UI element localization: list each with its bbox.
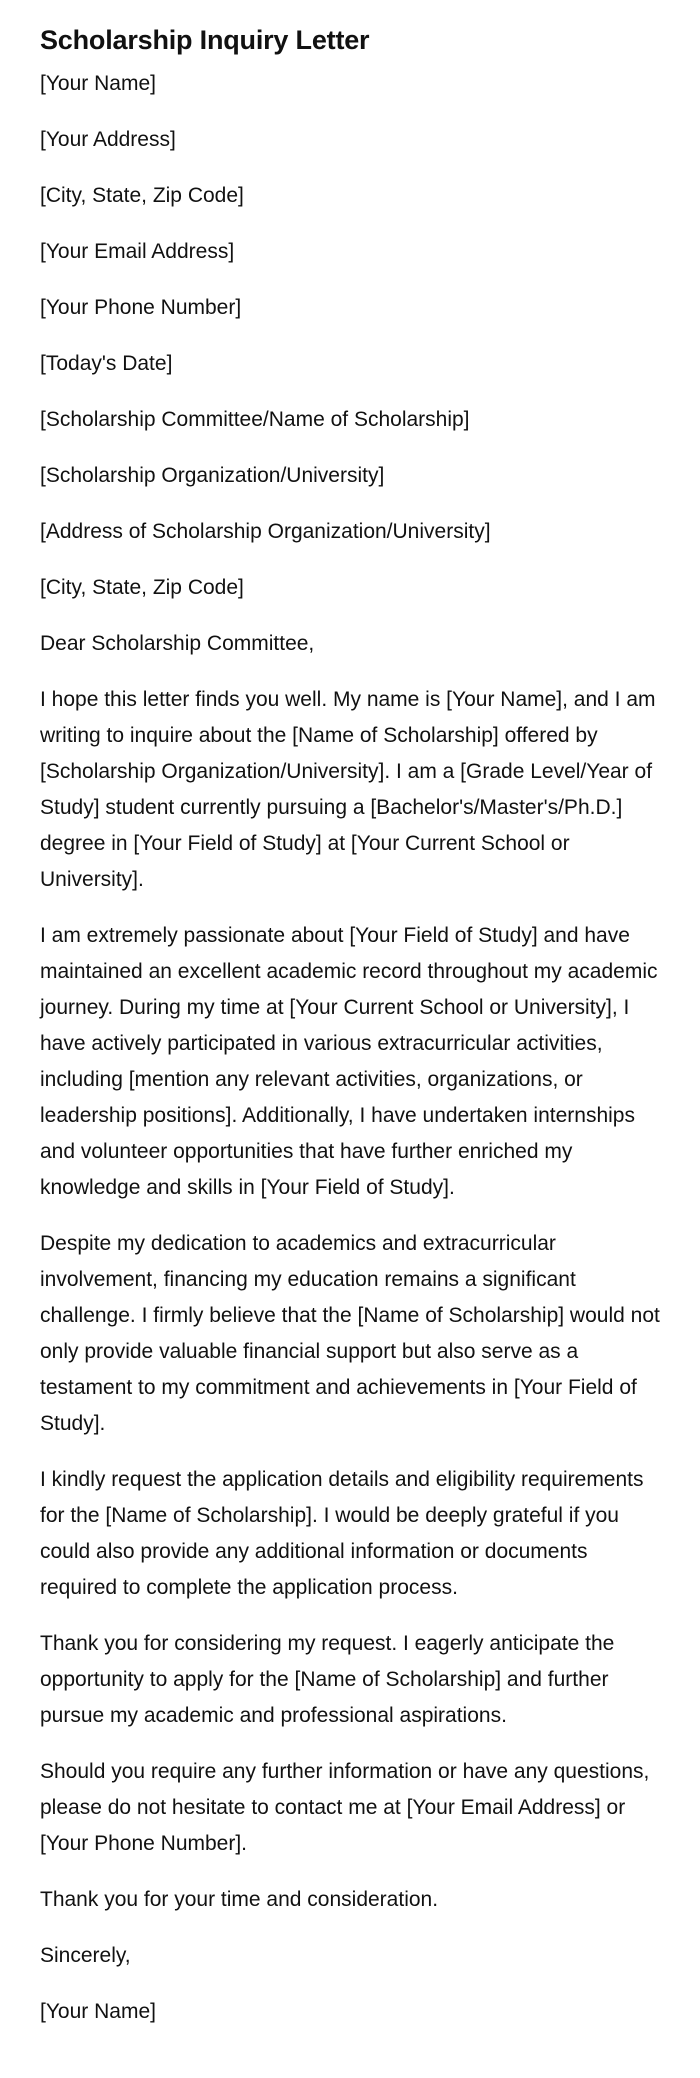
- sender-email: [Your Email Address]: [40, 240, 235, 263]
- sender-address: [Your Address]: [40, 128, 176, 151]
- closing: Sincerely,: [40, 1944, 131, 1967]
- recipient-address: [Address of Scholarship Organization/University]: [40, 520, 491, 543]
- letter-date: [Today's Date]: [40, 352, 173, 375]
- body-paragraph-request: I kindly request the application details and eligibility requirements for the [Name of Scholarship]. I would be deeply grateful if you could also provide any additional information or documents required to complete the application process.: [40, 1468, 644, 1599]
- recipient-city-state-zip: [City, State, Zip Code]: [40, 576, 244, 599]
- body-paragraph-closing-thanks: Thank you for your time and consideration.: [40, 1888, 439, 1911]
- body-paragraph-financial-need: Despite my dedication to academics and extracurricular involvement, financing my education remains a significant challenge. I firmly believe that the [Name of Scholarship] would not only provide valuable financial support but also serve as a testament to my commitment and achievements in [Your Field of Study].: [40, 1232, 660, 1435]
- sender-city-state-zip: [City, State, Zip Code]: [40, 184, 244, 207]
- recipient-committee: [Scholarship Committee/Name of Scholarship]: [40, 408, 470, 431]
- salutation: Dear Scholarship Committee,: [40, 632, 315, 655]
- body-paragraph-background: I am extremely passionate about [Your Field of Study] and have maintained an excellent academic record throughout my academic journey. During my time at [Your Current School or University], I have actively participated in various extracurricular activities, including [mention any relevant activities, organizations, or leadership positions]. Additionally, I have undertaken internships and volunteer opportunities that have further enriched my knowledge and skills in [Your Field of Study].: [40, 924, 658, 1199]
- page-title: Scholarship Inquiry Letter: [40, 25, 370, 55]
- body-paragraph-contact: Should you require any further information or have any questions, please do not hesitate to contact me at [Your Email Address] or [Your Phone Number].: [40, 1760, 650, 1855]
- body-paragraph-thanks: Thank you for considering my request. I eagerly anticipate the opportunity to apply for the [Name of Scholarship] and further pursue my academic and professional aspirations.: [40, 1632, 615, 1727]
- signature-name: [Your Name]: [40, 2000, 156, 2023]
- sender-phone: [Your Phone Number]: [40, 296, 242, 319]
- sender-name: [Your Name]: [40, 72, 156, 95]
- body-paragraph-introduction: I hope this letter finds you well. My name is [Your Name], and I am writing to inquire about the [Name of Scholarship] offered by [Scholarship Organization/University]. I am a [Grade Level/Year of Study] student currently pursuing a [Bachelor's/Master's/Ph.D.] degree in [Your Field of Study] at [Your Current School or University].: [40, 688, 656, 891]
- recipient-organization: [Scholarship Organization/University]: [40, 464, 385, 487]
